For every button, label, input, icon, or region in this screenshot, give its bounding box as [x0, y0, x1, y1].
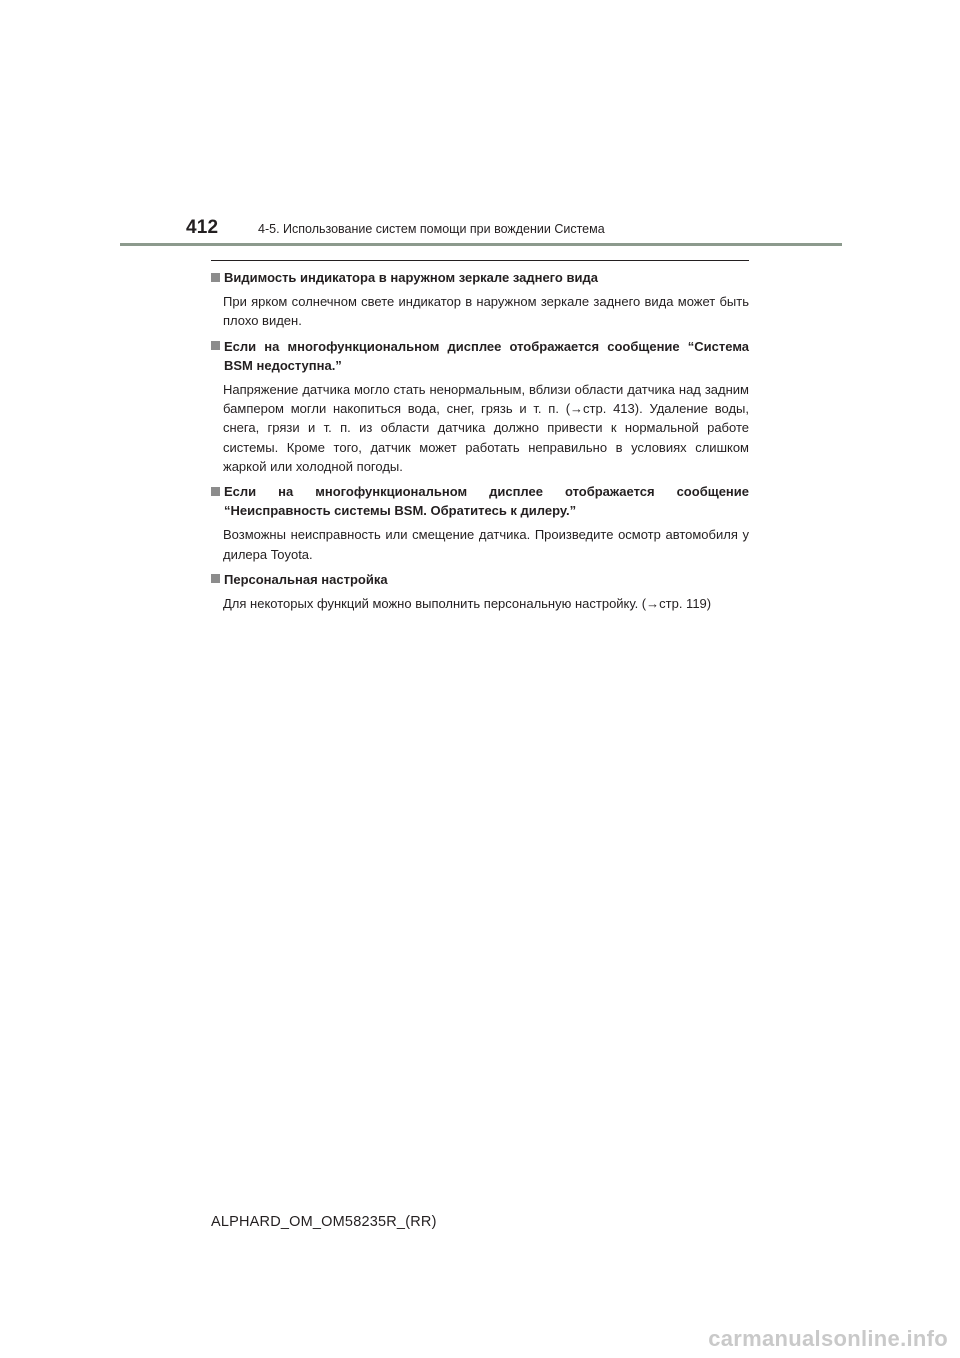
item-heading [211, 337, 749, 375]
square-bullet-icon [211, 574, 220, 583]
section-title: 4-5. Использование систем помощи при вождении Система [258, 222, 605, 236]
content-rule [211, 260, 749, 261]
item-body: При ярком солнечном свете индикатор в наружном зеркале заднего вида может быть плохо виден. [223, 294, 749, 329]
document-code: ALPHARD_OM_OM58235R_(RR) [211, 1214, 437, 1230]
header-rule [120, 243, 842, 246]
item-heading-text: Персональная настройка [224, 571, 388, 587]
item-heading-text: Если на многофункциональном дисплее отображается сообщение “Система BSM недоступна.” [224, 338, 749, 373]
item-heading-text: Видимость индикатора в наружном зеркале заднего вида [224, 270, 598, 285]
item-body: Для некоторых функций можно выполнить персональную настройку. (→стр. 119) [223, 596, 712, 612]
item-heading-text: Если на многофункциональном дисплее отображается сообщение “Неисправность системы BSM. Обратитесь к дилеру.” [224, 484, 749, 519]
page-number: 412 [186, 217, 219, 238]
item-body: Возможны неисправность или смещение датчика. Произведите осмотр автомобиля у дилера Toyota. [223, 527, 749, 562]
list-item [211, 570, 749, 613]
item-heading [211, 570, 749, 589]
item-heading [211, 268, 749, 287]
list-item [211, 482, 749, 564]
square-bullet-icon [211, 341, 220, 350]
square-bullet-icon [211, 273, 220, 282]
list-item [211, 268, 749, 331]
item-body: Напряжение датчика могло стать ненормальным, вблизи области датчика над задним бампером могли накопиться вода, снег, грязь и т. п. (→стр. 413). Удаление воды, снега, грязи и т. п. из области датчика должно привести к нормальной работе системы. Кроме того, датчик может работать неправильно в условиях слишком жаркой или холодной погоды. [223, 382, 749, 474]
square-bullet-icon [211, 487, 220, 496]
item-heading [211, 482, 749, 520]
list-item [211, 337, 749, 476]
page-content [211, 268, 749, 619]
watermark: carmanualsonline.info [708, 1326, 948, 1351]
